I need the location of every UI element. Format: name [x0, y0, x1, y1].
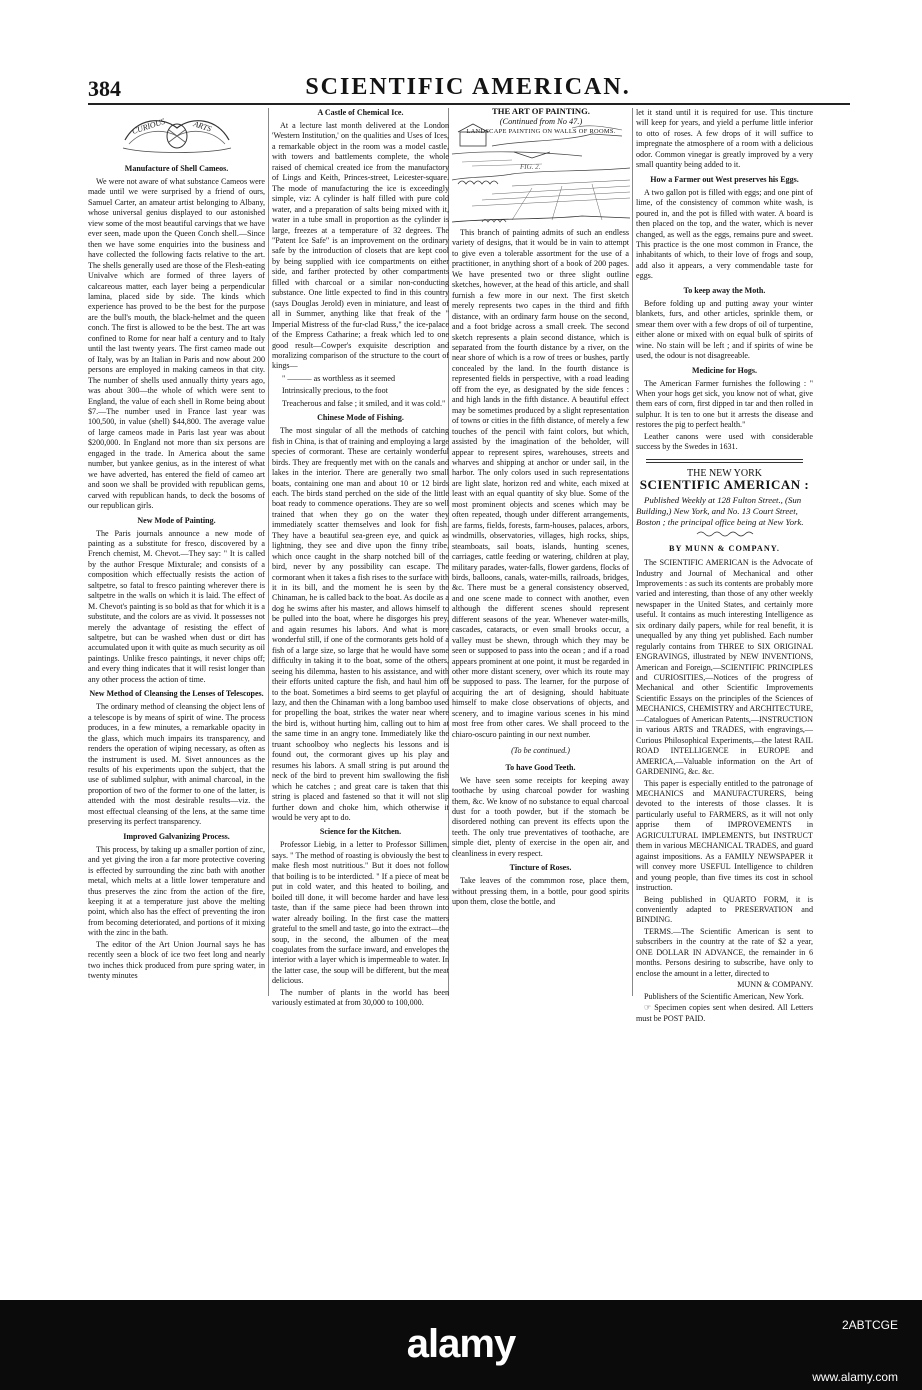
masthead: SCIENTIFIC AMERICAN.: [305, 74, 631, 100]
notice-subtitle: THE NEW YORK: [687, 467, 762, 479]
notice-body: This paper is especially entitled to the patronage of MECHANICS and MANUFACTURERS, being devoted to the interests of those classes. It is particularly useful to FARMERS, as it will not only apprise them of IMPROVEMENTS in AGRICULTURAL IMPLEMENTS, but INSTRUCT them in various MECHANICAL TRADES, and guard against impositions. As a FAMILY NEWSPAPER it will convey more USEFUL Intelligence to children and young people, than five times its cost in school instruction.: [636, 778, 813, 893]
article-title: Medicine for Hogs.: [692, 365, 757, 375]
notice-body: The SCIENTIFIC AMERICAN is the Advocate of Industry and Journal of Mechanical and other Improvements : as such its contents are probably more varied and interesting, than those of any other weekly newspaper in the United States, and certainly more useful. It contains as much interesting Intelligence as six ordinary daily papers, while for real benefit, it is unequalled by any thing yet published. Each number regularly contains from THREE to SIX ORIGINAL ENGRAVINGS, illustrated by NEW INVENTIONS, American and Foreign,—SCIENTIFIC PRINCIPLES and CURIOSITIES,—Notices of the progress of Mechanical and other Scientific Improvements Scientific Essays on the principles of the Sciences of MECHANICS, CHEMISTRY and ARCHITECTURE,—Catalogues of American Patents,—INSTRUCTION in various ARTS and TRADES, with engravings,—Curious Philosophical Experiments,—the latest RAIL ROAD INTELLIGENCE in EUROPE and AMERICA,—Valuable information on the Art of GARDENING, &c. &c.: [636, 558, 813, 777]
article-caption: LANDSCAPE PAINTING ON WALLS OF ROOMS.: [466, 128, 616, 135]
notice-footer-text: Specimen copies sent when desired. All Letters must be POST PAID.: [636, 1003, 813, 1023]
poem-line: Intrinsically precious, to the foot: [282, 386, 388, 396]
header-rule: [88, 103, 850, 105]
column-4: [636, 108, 813, 1023]
article-body: let it stand until it is required for use. This tincture will keep for years, and yield a perfume little inferior to otto of roses. A few drops of it will suffice to impregnate the atmosphere of a room with a delicious odor. Common vinegar is greatly improved by a very small quantity being added to it.: [636, 108, 813, 170]
article-body: Leather canons were used with considerable success by the Swedes in 1631.: [636, 431, 813, 452]
article-body: The ordinary method of cleansing the object lens of a telescope is by means of spirit of wine. The process produces, in a few minutes, a remarkable opacity in the glass, which much impairs its transparency, and renders the operation of wiping necessary, as often as the instrument is used. M. Sivet announces as the results of his experiments upon the subject, that the use of sublimed sulphur, with animal charcoal, in the proportion of two of the former to one of the latter, is attended with the most desirable results—viz. the most effectual cleansing of the lens, at the same time preserving its perfect transparency.: [88, 702, 265, 827]
image-id: 2ABTCGE: [841, 1318, 898, 1332]
notice-body: TERMS.—The Scientific American is sent to subscribers in the country at the rate of $2 a year, ONE DOLLAR IN ADVANCE, the remainder in 6 months. Persons desiring to subscribe, have only to enclose the amount in a letter, directed to: [636, 926, 813, 978]
notice-body: Publishers of the Scientific American, New York.: [644, 991, 804, 1001]
notice-body: [636, 1003, 813, 1024]
article-title: Science for the Kitchen.: [319, 827, 402, 837]
notice-title: SCIENTIFIC AMERICAN :: [639, 477, 810, 493]
article-body: We were not aware of what substance Cameos were made until we were surprised by a friend of ours, Samuel Carter, an amateur artist belonging to Albany, whose universal genius displayed to our astonished view some of the most beautiful carvings that we have ever seen, made upon the Queen Conch shell.—Since then we have some enquiries into the business and have collected the following facts relative to the art. The shells generally used are those of the Flesh-eating Univalve which are formed of three layers of calcareous matter, each layer being a perpendicular lamina, placed side by side. The kinds which experience has proved to be the best for the purpose are the bull's mouth, the black-helmet and the queen conch. The first is allowed to be the best. The art was confined to Rome for near half a century and to Italy until the last twenty years. The first cameo made out of Italy, was by an Italian in Paris and now about 200 persons are employed in making cameos in that city. The number of shells used annually thirty years ago, was about 300—the whole of which were sent to England, the value of each shell in Rome being about $7.—The number used in France last year was 100,500, in value (shell) $44,800. The average value of large cameos made in Paris last year was about $200,000. In England not more than six persons are engaged in the trade. In America about the same number, but yankee genius, as in the interest of what we have adverted, has entered the field of cameo art and soon we shall be provided with republican gems, carved with republican hands, to deck the bosoms of our republican girls.: [88, 177, 265, 511]
column-3: [452, 228, 629, 1018]
to-be-continued: (To be continued.): [511, 746, 570, 756]
article-body: Before folding up and putting away your winter blankets, furs, and other articles, sprinkle them, or smear them over with a few drops of oil of turpentine, either alone or mixed with on equal bulk of spirits of wine. No stain will be left ; and if spirits of wine be used, the odour is not disagreeable.: [636, 298, 813, 361]
article-subtitle: (Continued from No 47.): [499, 117, 583, 126]
svg-text:CURIOUS: CURIOUS: [130, 116, 166, 136]
article-body: The Paris journals announce a new mode of painting as a substitute for fresco, discovered by a French chemist, M. Chevot.—They say: " It is called by the author Fresque Mixturale; and consists of a composition which effectually resists the action of saltpetre, so fatal to fresco painting wherever there is saltpetre in the walls on which it is laid. The effect of M. Chevot's painting is so bold as that for which it is a substitute, and the colors are as vivid. It possesses not merely the advantage of resisting the effect of saltpetre, but can be washed when dust or dirt has accumulated upon it with quite as much security as oil paintings. Unlike fresco paintings, it never chips off; and every thing indicates that it will resist longer than any other process the action of time.: [88, 528, 265, 684]
article-title: Chinese Mode of Fishing.: [317, 413, 404, 423]
poem-line: Treacherous and false ; it smiled, and it was cold.": [282, 398, 446, 408]
poem-line: " ——— as worthless as it seemed: [282, 373, 396, 383]
section-divider: [646, 459, 803, 463]
landscape-sketch-figure: [452, 122, 630, 228]
alamy-logo: alamy: [406, 1322, 516, 1366]
page-number: 384: [88, 76, 121, 101]
curious-arts-logo: [117, 110, 237, 160]
publisher-line: BY MUNN & COMPANY.: [669, 543, 780, 553]
figure-label: FIG. 2.: [520, 163, 541, 171]
pointing-hand-icon: ☞: [644, 1003, 652, 1013]
svg-text:ARTS: ARTS: [191, 119, 213, 134]
article-body: The American Farmer furnishes the following : " When your hogs get sick, you know not of what, give them ears of corn, first dipped in tar and then rolled in sulphur. It is ten to one but it arrests the disease and restores the pig to perfect health.": [636, 378, 813, 430]
article-body: This branch of painting admits of such an endless variety of designs, that it would be in vain to attempt to give even a tolerable assortment for the use of a practitioner, in anything short of a book of 200 pages. We have presented two or three slight outline sketches, however, at the head of this article, and shall furnish a few more in our next. The first sketch merely represents two capes in the third and fifth distance, with an ordinary farm house on the second, and a foot bridge across a small creek. The second sketch represents a plain second distance, which is separated from the fourth distance by a river, on the near shore of which is a row of trees or bushes, partly concealed by the land. In the fourth distance is represented fields in perspective, with a road leading off from the eye, as designated by the side fences : and high lands in the fifth distance. A beautiful effect may be sometimes produced by a slight representation of towns or cities in the fifth distance, of merely a few touches of the pencil with faint colors, but which, assisted by the imagination of the beholder, will appear to represent spires, warehouses, streets and wharves and shipping at anchor or under sail, in the harbor. The only colors used in such representations are light slate, horizon red and white, each mixed at least with an equal quantity of sky blue. Some of the most prominent objects and scenes which may be often repeated, though under different arrangements, are farms, fields, forests, farm-houses, palaces, arbors, windmills, observatories, villages, high rocks, ships, steamboats, sail boats, islands, hunting scenes, carriages, cattle feeding or watering, children at play, military parades, water-falls, flower gardens, flocks of birds, balloons, canals, water-mills, railroads, bridges, &c. There must be a general consistency observed, and one scene made to connect with another, even although the different scenes should represent different seasons of the year. Whenever water-mills, cascades, cataracts, or even small brooks occur, a valley must be shewn, through which they may be seen or supposed to pass into the ocean ; and if a road appears prominent at one point, it must be regarded in other more distant scenery, over which its route may be supposed to pass. The learner, for the purpose of acquiring the art of designing, should habituate himself to make close observations of objects, and scenery, and to imagine various scenes in his mind most free from other cares. We shall proceed to the chiaro-oscuro painting in our next number.: [452, 228, 629, 739]
article-title: Improved Galvanizing Process.: [123, 831, 230, 841]
column-divider: [268, 108, 269, 996]
article-title: Tincture of Roses.: [509, 863, 572, 873]
article-body: A two gallon pot is filled with eggs; and one pint of lime, of the consistency of common white wash, is poured in, and the pot is filled with water. A board is then placed on the top, and the water, which is never changed, as well as the eggs, remains pure and sweet. This practice is the one most common in France, the inhabitants of which, to their love of frogs and soup, add also it appears, a very commendable taste for eggs.: [636, 187, 813, 281]
column-1: [88, 108, 265, 998]
article-title: New Mode of Painting.: [137, 515, 216, 525]
notice-signature: MUNN & COMPANY.: [737, 980, 813, 990]
column-2: [272, 108, 449, 1008]
article-title: To keep away the Moth.: [683, 285, 766, 295]
article-title: New Method of Cleansing the Lenses of Telescopes.: [89, 689, 264, 699]
article-body: Professor Liebig, in a letter to Professor Sillimen, says. " The method of roasting is obviously the best to make flesh most nutritious." But it does not follow that boiling is to be interdicted. " If a piece of meat be put in cold water, and this heated to boiling, and boiled till done, it will become harder and have less taste, than if the same piece had been thrown into water already boiling. In the first case the matters grateful to the smell and taste, go into the extract—the soup, in the second, the albumen of the meat coagulates from the surface inward, and envelopes the interior with a layer which is impermeable to water. In the latter case, the soup will be different, but the meat delicious.: [272, 840, 449, 986]
article-body: At a lecture last month delivered at the London 'Western Institution,' on the qualities and Uses of Ices, a remarkable object in the room was a model castle, with towers and battlements complete, the whole raised of chemical created ice from the manufactory of Lings and Keith, Princes-street, Leicester-square. The mode of manufacturing the ice is exceedingly simple, viz: A cylinder is half filled with pure cold water, and a preparation of salts being mixed with it, water in a tube small in proportion as the cylinder is large, freezes at a temperature of 32 degrees. The "Patent Ice Safe" is an improvement on the ordinary safe by the introduction of closets that are kept cool by being supplied with ice compartments on either side, and farther protected by other compartments filled with charcoal or a similar non-conducting substance. One little expected to find in this country (says Douglas Jerold) even in miniature, and least of all in Summer, anything like that freak of the " Imperial Mistress of the fur-clad Russ," the ice-palace of the Empress Catharine; a freak which led to one good result—Cowper's exquisite description and moralizing comparison of the structure to the court of kings—: [272, 121, 449, 371]
article-body: The number of plants in the world has been variously estimated at from 30,000 to 100,000.: [272, 987, 449, 1008]
article-body: We have seen some receipts for keeping away toothache by using charcoal powder for washing them, &c. We know of no substance to equal charcoal dust for a tooth powder, but if the stomach be disordered nothing can prevent its effects upon the teeth. The only true preventatives of toothache, are simple diet, plenty of exercise in the open air, and cleanliness in every respect.: [452, 775, 629, 858]
article-body: This process, by taking up a smaller portion of zinc, and yet giving the iron a far more protective covering is effected by surrounding the zinc bath with another metal, which melts at a little lower temperature and thus preserves the zinc from the action of the fire, keeping it at a temperature just above the melting point, which also has the effect of preventing the iron from becoming deteriorated, and portions of it mixing with the zinc in the bath.: [88, 844, 265, 938]
ornament-divider: [695, 530, 755, 538]
page-header: [88, 74, 850, 100]
article-title: THE ART OF PAINTING.: [492, 106, 590, 116]
notice-body: Being published in QUARTO FORM, it is conveniently adapted to PRESERVATION and BINDING.: [636, 894, 813, 925]
article-title: To have Good Teeth.: [505, 762, 576, 772]
article-body: Take leaves of the commmon rose, place them, without pressing them, in a bottle, pour good spirits upon them, close the bottle, and: [452, 876, 629, 907]
article-title: How a Farmer out West preserves his Eggs.: [650, 174, 799, 184]
publication-info: Published Weekly at 128 Fulton Street., (Sun Building,) New York, and No. 13 Court Street, Boston ; the principal office being at New York.: [636, 494, 804, 527]
site-url: www.alamy.com: [812, 1370, 898, 1384]
article-title: Manufacture of Shell Cameos.: [124, 164, 229, 173]
article-title: A Castle of Chemical Ice.: [317, 108, 404, 117]
article-body: The most singular of all the methods of catching fish in China, is that of training and employing a large species of cormorant. These are certainly wonderful birds. They are frequently met with on the canals and lakes in the interior. There are generally two small boats, containing one man and about 10 or 12 birds each. The birds stand perched on the side of the little boat ready to commence operations. They are so well trained that when they go on the water they immediately scatter themselves and look for fish. They have a beautiful sea-green eye, and quick as lightning, they see and dive upon the finny tribe, which once caught in the sharp notched bill of the bird, never by any possibility can escape. The cormorant when it takes a fish rises to the surface with it in its bill, and the moment he is seen by the Chinaman, he is called back to the boat. As docile as a dog he swims after his master, and allows himself to be pulled into the boat, where he disgorges his prey, and again resumes his labors. And what is more wonderful still, if one of the cormorants gets hold of a fish of a large size, so large that he would have some difficulty in taking it to the boat, some of the others, seeing his dilemma, hasten to his assistance, and with their efforts united capture the fish, and haul him off to the boat. Sometimes a bird seems to get playful or lazy, and then the Chinaman with a long bamboo used for propelling the boat, strikes the water near where the bird is, without hurting him, calling out to him at the same time in an angry tone. Immediately like the truant schoolboy who neglects his lessons and is found out, the cormorant gives up his play and resumes his labors. A small string is put around the neck of the bird to prevent him swallowing the fish which he catches ; and great care is taken that this string is placed and fastened so that it will not slip further down and choke him, which otherwise it would be very apt to do.: [272, 426, 449, 822]
column-divider: [632, 108, 633, 996]
article-body: The editor of the Art Union Journal says he has recently seen a block of ice two feet long and nearly two inches thick produced from pure spring water, in twenty minutes: [88, 939, 265, 981]
